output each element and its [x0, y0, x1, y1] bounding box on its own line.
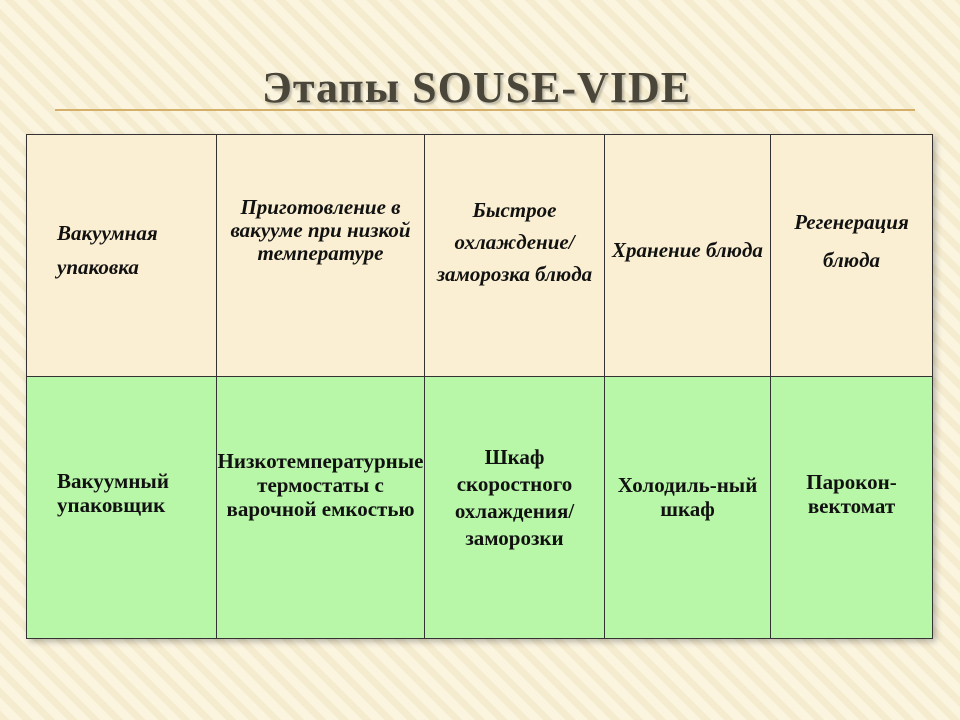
- stages-table: [26, 134, 933, 639]
- equipment-cell-fridge: Холодиль-ный шкаф: [605, 377, 770, 638]
- slide-title: Этапы SOUSE-VIDE: [262, 63, 692, 112]
- equipment-cell-combi-steamer: Парокон-вектомат: [771, 377, 932, 638]
- equipment-cell-vacuum-packer: Вакуумный упаковщик: [27, 377, 216, 638]
- header-cell-regeneration: Регенерация блюда: [771, 135, 932, 376]
- header-cell-storage: Хранение блюда: [605, 135, 770, 376]
- header-cell-fast-cooling: Быстрое охлаждение/ заморозка блюда: [425, 135, 604, 376]
- title-divider: [55, 109, 915, 111]
- header-cell-low-temp-cooking: Приготовление в вакууме при низкой температуре: [217, 135, 424, 376]
- equipment-cell-thermostats: Низкотемпературные термостаты с варочной емкостью: [217, 377, 424, 638]
- equipment-cell-blast-chiller: Шкаф скоростного охлаждения/ заморозки: [425, 377, 604, 638]
- header-cell-vacuum-packing: Вакуумная упаковка: [27, 135, 216, 376]
